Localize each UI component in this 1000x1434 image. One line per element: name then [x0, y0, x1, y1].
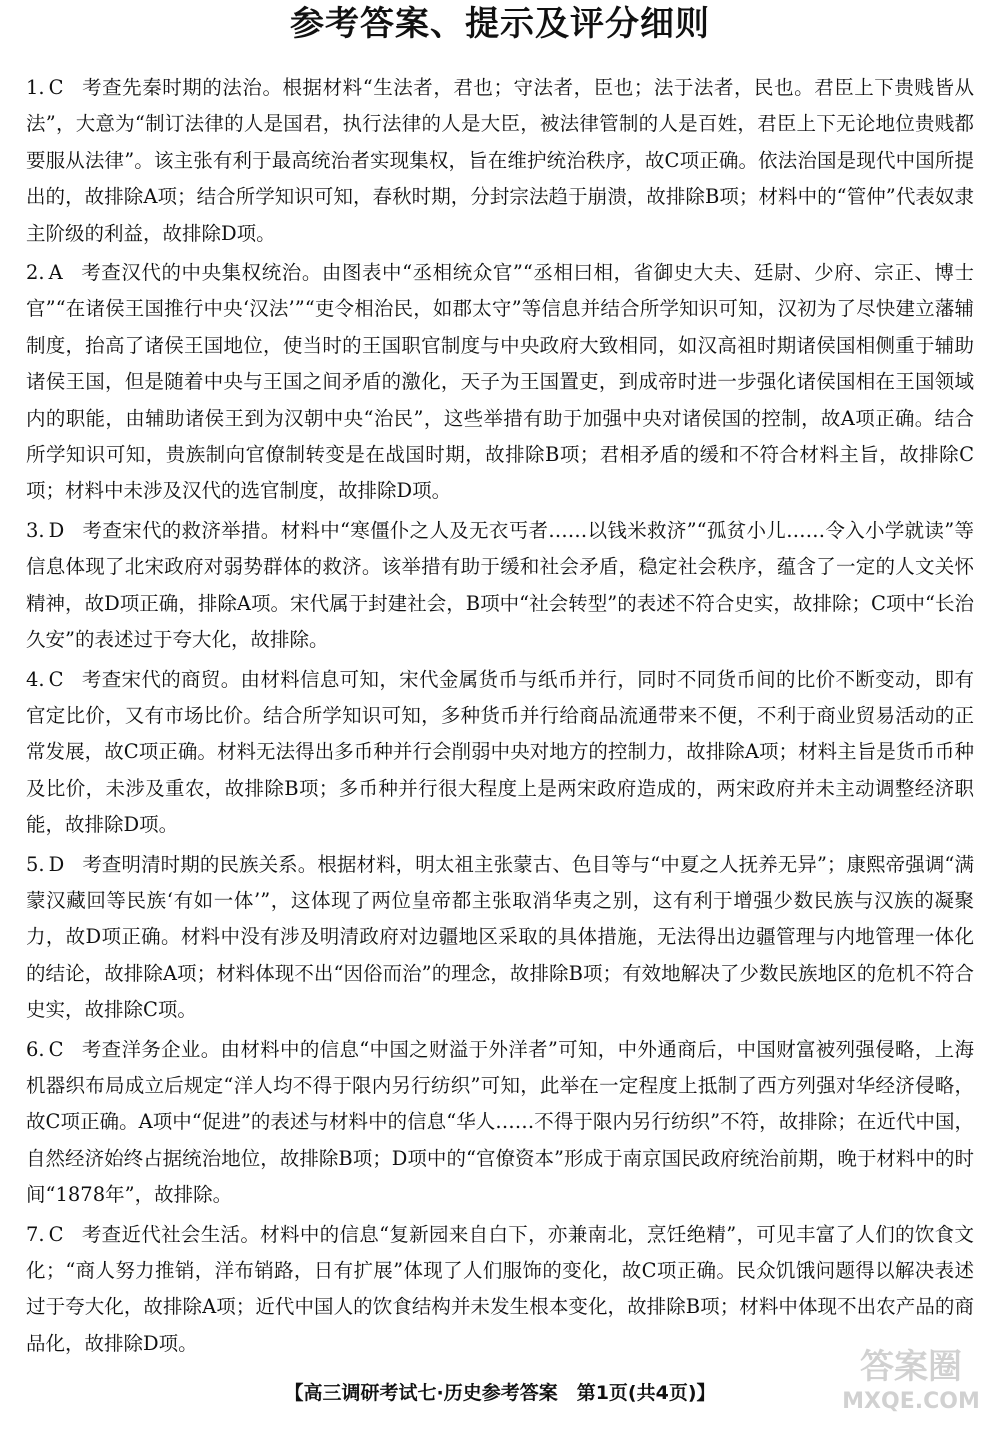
- answer-key: D: [48, 852, 65, 876]
- answer-explanation: 考查先秦时期的法治。根据材料“生法者，君也；守法者，臣也；法于法者，民也。君臣上下贵贱皆从法”，大意为“制订法律的人是国君，执行法律的人是大臣，被法律管制的人是百姓，君臣上下无论地位贵贱都要服从法律”。该主张有利于最高统治者实现集权，旨在维护统治秩序，故C项正确。依法治国是现代中国所提出的，故排除A项；结合所学知识可知，春秋时期，分封宗法趋于崩溃，故排除B项；材料中的“管仲”代表奴隶主阶级的利益，故排除D项。: [26, 76, 974, 245]
- question-number: 1.: [26, 76, 45, 99]
- question-number: 7.: [26, 1222, 45, 1246]
- question-number: 2.: [26, 261, 45, 285]
- answer-explanation: 考查明清时期的民族关系。根据材料，明太祖主张蒙古、色目等与“中夏之人抚养无异”；康熙帝强调“满蒙汉藏回等民族‘有如一体’”，这体现了两位皇帝都主张取消华夷之别，这有利于增强少数民族与汉族的凝聚力，故D项正确。材料中没有涉及明清政府对边疆地区采取的具体措施，无法得出边疆管理与内地管理一体化的结论，故排除A项；材料体现不出“因俗而治”的理念，故排除B项；有效地解决了少数民族地区的危机不符合史实，故排除C项。: [26, 852, 974, 1022]
- question-number: 5.: [26, 852, 45, 876]
- question-number: 4.: [26, 667, 45, 691]
- answer-key: C: [48, 1222, 64, 1246]
- answer-explanation: 考查宋代的商贸。由材料信息可知，宋代金属货币与纸币并行，同时不同货币间的比价不断变动，即有官定比价，又有市场比价。结合所学知识可知，多种货币并行给商品流通带来不便，不利于商业贸易活动的正常发展，故C项正确。材料无法得出多币种并行会削弱中央对地方的控制力，故排除A项；材料主旨是货币币种及比价，未涉及重农，故排除B项；多币种并行很大程度上是两宋政府造成的，两宋政府并未主动调整经济职能，故排除D项。: [26, 667, 974, 837]
- answer-key: C: [48, 667, 64, 691]
- answer-explanation: 考查宋代的救济举措。材料中“寒僵仆之人及无衣丐者……以钱米救济”“孤贫小儿……令入小学就读”等信息体现了北宋政府对弱势群体的救济。该举措有助于缓和社会矛盾，稳定社会秩序，蕴含了一定的人文关怀精神，故D项正确，排除A项。宋代属于封建社会，B项中“社会转型”的表述不符合史实，故排除；C项中“长治久安”的表述过于夸大化，故排除。: [26, 518, 974, 652]
- answer-item: [26, 255, 974, 510]
- answer-item: [26, 513, 974, 659]
- answer-list: [26, 70, 974, 1365]
- watermark-title: 答案圈: [860, 1347, 962, 1387]
- question-number: 3.: [26, 518, 45, 542]
- answer-explanation: 考查汉代的中央集权统治。由图表中“丞相统众官”“丞相曰相，省御史大夫、廷尉、少府、宗正、博士官”“在诸侯王国推行中央‘汉法’”“吏令相治民，如郡太守”等信息并结合所学知识可知，汉初为了尽快建立藩辅制度，抬高了诸侯王国地位，使当时的王国职官制度与中央政府大致相同，如汉高祖时期诸侯国相侧重于辅助诸侯王国，但是随着中央与王国之间矛盾的激化，天子为王国置吏，到成帝时进一步强化诸侯国相在王国领域内的职能，由辅助诸侯王到为汉朝中央“治民”，这些举措有助于加强中央对诸侯国的控制，故A项正确。结合所学知识可知，贵族制向官僚制转变是在战国时期，故排除B项；君相矛盾的缓和不符合材料主旨，故排除C项；材料中未涉及汉代的选官制度，故排除D项。: [26, 261, 974, 503]
- question-number: 6.: [26, 1037, 45, 1061]
- page-title: 参考答案、提示及评分细则: [290, 4, 710, 44]
- answer-explanation: 考查洋务企业。由材料中的信息“中国之财溢于外洋者”可知，中外通商后，中国财富被列强侵略，上海机器织布局成立后规定“洋人均不得于限内另行纺织”可知，此举在一定程度上抵制了西方列强对华经济侵略，故C项正确。A项中“促进”的表述与材料中的信息“华人……不得于限内另行纺织”不符，故排除；在近代中国，自然经济始终占据统治地位，故排除B项；D项中的“官僚资本”形成于南京国民政府统治前期，晚于材料中的时间“1878年”，故排除。: [26, 1037, 974, 1207]
- answer-key: C: [48, 76, 64, 99]
- answer-item: [26, 847, 974, 1029]
- answer-key: C: [48, 1037, 64, 1061]
- answer-key: A: [48, 261, 63, 285]
- answer-item: [26, 662, 974, 844]
- answer-item: [26, 1217, 974, 1363]
- answer-explanation: 考查近代社会生活。材料中的信息“复新园来自白下，亦兼南北，烹饪绝精”，可见丰富了人们的饮食文化；“商人努力推销，洋布销路，日有扩展”体现了人们服饰的变化，故C项正确。民众饥饿问题得以解决表述过于夸大化，故排除A项；近代中国人的饮食结构并未发生根本变化，故排除B项；材料中体现不出农产品的商品化，故排除D项。: [26, 1222, 974, 1355]
- page-footer: 【高三调研考试七·历史参考答案 第1页(共4页)】: [284, 1382, 716, 1404]
- answer-key: D: [48, 518, 65, 542]
- answer-item: [26, 70, 974, 252]
- watermark-url: MXQE.COM: [842, 1389, 980, 1414]
- watermark-logo: [836, 1340, 986, 1416]
- answer-item: [26, 1032, 974, 1214]
